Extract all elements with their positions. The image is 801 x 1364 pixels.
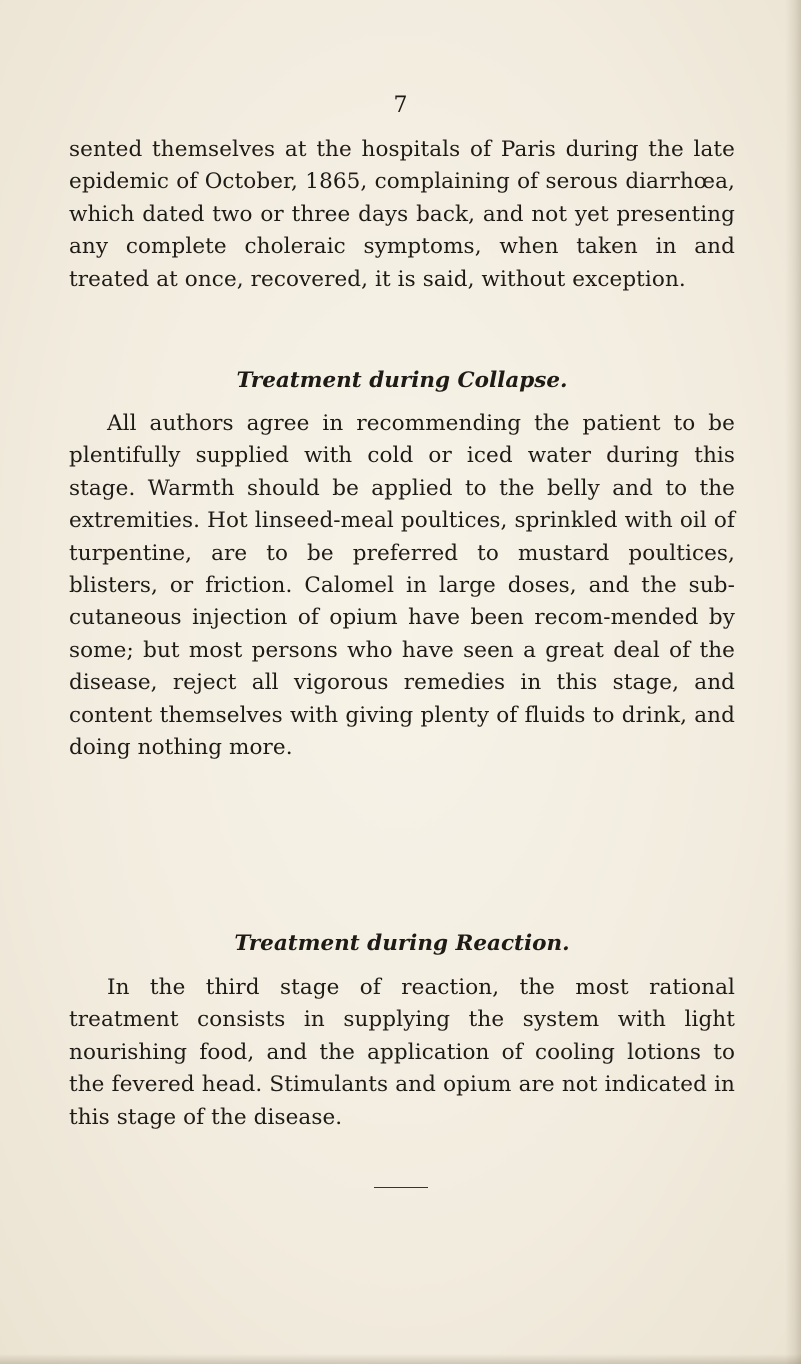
page-number: 7 bbox=[393, 93, 408, 118]
page-edge-shadow bbox=[785, 0, 801, 1364]
page-bottom-shadow bbox=[0, 1354, 801, 1364]
page-body bbox=[69, 134, 735, 1134]
paragraph-reaction-treatment: In the third stage of reaction, the most rational treatment consists in supplying the system with light nourishing food, and the application of cooling lotions to the fevered head. Stimulants and opium are not indicated in this stage of the disease. bbox=[69, 975, 735, 1130]
paragraph-collapse-treatment: All authors agree in recommending the patient to be plentifully supplied with cold or iced water during this stage. Warmth should be applied to the belly and to the extremities. Hot linseed-meal poultices, sprinkled with oil of turpentine, are to be preferred to mustard poultices, blisters, or friction. Calomel in large doses, and the sub-cutaneous injection of opium have been recom-mended by some; but most persons who have seen a great deal of the disease, reject all vigorous remedies in this stage, and content themselves with giving plenty of fluids to drink, and doing nothing more. bbox=[69, 411, 735, 761]
section-heading-reaction: Treatment during Reaction. bbox=[234, 931, 570, 956]
paragraph-continuation: sented themselves at the hospitals of Paris during the late epidemic of October, 1865, complaining of serous diarrhœa, which dated two or three days back, and not yet presenting any complete choleraic symptoms, when taken in and treated at once, recovered, it is said, without exception. bbox=[69, 137, 735, 292]
section-end-rule bbox=[374, 1187, 428, 1188]
section-heading-collapse: Treatment during Collapse. bbox=[236, 368, 568, 393]
